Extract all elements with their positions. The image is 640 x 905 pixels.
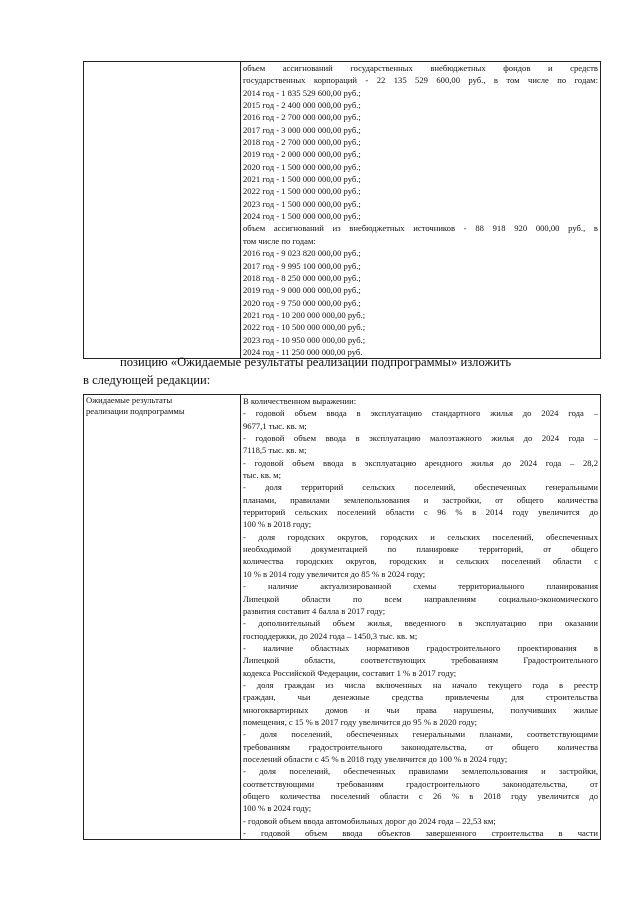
text-line: Липецкой области, соответствующих требованиям Градостроительного	[243, 655, 598, 666]
text-line: - доля граждан из числа включенных на начало текущего года в реестр	[243, 679, 598, 690]
text-line: 2021 год - 10 200 000 000,00 руб.;	[243, 309, 366, 320]
funding-lines	[243, 62, 598, 358]
text-line: количества городских округов, городских и сельских поселений области с	[243, 556, 598, 567]
text-line: 2019 год - 9 000 000 000,00 руб.;	[243, 285, 361, 296]
text-line: требованиям градостроительного законодательства, от общего количества	[243, 741, 598, 752]
instruction-line-2: в следующей редакции:	[83, 373, 211, 387]
table-row	[84, 395, 601, 840]
funding-cell	[241, 62, 601, 359]
text-line: - годовой объем ввода автомобильных дорог до 2024 года – 22,53 км;	[243, 815, 496, 826]
text-line: объем ассигнований из внебюджетных источников - 88 918 920 000,00 руб., в	[243, 223, 598, 234]
text-line: общего количества поселений области с 26 % в 2018 году увеличится до	[243, 791, 598, 801]
text-line: граждан, чьи денежные средства привлечены для строительства	[243, 692, 598, 703]
funding-table	[83, 61, 601, 359]
text-line: кодекса Российской Федерации, составит 1 % в 2017 году;	[243, 667, 457, 678]
results-lines	[243, 395, 598, 839]
text-line: том числе по годам:	[243, 235, 316, 246]
text-line: планами, правилами землепользования и застройки, от общего количества	[243, 494, 598, 505]
text-line: 10 % в 2014 году увеличится до 85 % в 2024 году;	[243, 568, 426, 579]
text-line: территорий сельских поселений области с 96 % в 2014 году увеличится до	[243, 507, 598, 518]
text-line: - годовой объем ввода в эксплуатацию малоэтажного жилья до 2024 года –	[243, 433, 598, 444]
text-line: 7118,5 тыс. кв. м;	[243, 445, 307, 456]
text-line: господдержки, до 2024 года – 1450,3 тыс. кв. м;	[243, 630, 418, 641]
text-line: - доля поселений, обеспеченных генеральными планами, соответствующими	[243, 729, 598, 740]
text-line: - доля поселений, обеспеченных правилами землепользования и застройки,	[243, 766, 598, 777]
text-line: 2020 год - 9 750 000 000,00 руб.;	[243, 297, 361, 308]
results-cell	[241, 395, 601, 840]
text-line: 2016 год - 2 700 000 000,00 руб.;	[243, 112, 361, 123]
text-line: 100 % в 2024 году;	[243, 803, 312, 814]
text-line: многоквартирных домов и чьи права нарушены, получивших жилые	[243, 704, 598, 715]
text-line: 2023 год - 1 500 000 000,00 руб.;	[243, 198, 361, 209]
text-line: 2022 год - 10 500 000 000,00 руб.;	[243, 322, 366, 333]
expected-results-table	[83, 394, 601, 840]
text-line: 2017 год - 3 000 000 000,00 руб.;	[243, 124, 361, 135]
text-line: 2020 год - 1 500 000 000,00 руб.;	[243, 161, 361, 172]
label-line: Ожидаемые результаты	[86, 395, 173, 405]
text-line: 2014 год - 1 835 529 600,00 руб.;	[243, 87, 361, 98]
text-line: 2018 год - 8 250 000 000,00 руб.;	[243, 272, 361, 283]
text-line: 2016 год - 9 023 820 000,00 руб.;	[243, 248, 361, 259]
label-cell	[84, 395, 241, 840]
text-line: 9677,1 тыс. кв. м;	[243, 420, 307, 431]
text-line: государственных корпораций - 22 135 529 600,00 руб., в том числе по годам:	[243, 75, 598, 86]
text-line: соответствующими требованиям градостроительного законодательства, от	[243, 778, 598, 789]
text-line: - годовой объем ввода в эксплуатацию арендного жилья до 2024 года – 28,2	[243, 457, 598, 468]
text-line: развития составит 4 балла в 2017 году;	[243, 605, 386, 616]
text-line: 2023 год - 10 950 000 000,00 руб.;	[243, 334, 366, 345]
text-line: 2019 год - 2 000 000 000,00 руб.;	[243, 149, 361, 160]
text-line: необходимой документацией по планировке территорий, от общего	[243, 544, 598, 555]
text-line: В количественном выражении:	[243, 396, 357, 406]
text-line: - годовой объем ввода в эксплуатацию стандартного жилья до 2024 года –	[243, 408, 598, 419]
text-line: 2021 год - 1 500 000 000,00 руб.;	[243, 174, 361, 185]
text-line: помещения, с 15 % в 2017 году увеличится до 95 % в 2020 году;	[243, 716, 478, 727]
text-line: 2024 год - 11 250 000 000,00 руб.	[243, 346, 363, 357]
text-line: объем ассигнований государственных внебюджетных фондов и средств	[243, 63, 598, 73]
text-line: 2018 год - 2 700 000 000,00 руб.;	[243, 137, 361, 148]
text-line: 2015 год - 2 400 000 000,00 руб.;	[243, 100, 361, 111]
text-line: 2022 год - 1 500 000 000,00 руб.;	[243, 186, 361, 197]
text-line: 100 % в 2018 году;	[243, 519, 312, 530]
text-line: - дополнительный объем жилья, введенного в эксплуатацию при оказании	[243, 618, 598, 629]
text-line: - доля городских округов, городских и сельских поселений, обеспеченных	[243, 531, 598, 542]
text-line: 2024 год - 1 500 000 000,00 руб.;	[243, 211, 361, 222]
text-line: 2017 год - 9 995 100 000,00 руб.;	[243, 260, 361, 271]
instruction-line-1: позицию «Ожидаемые результаты реализации подпрограммы» изложить	[120, 355, 512, 369]
text-line: Липецкой области по всем направлениям социально-экономического	[243, 593, 598, 604]
text-line: - годовой объем ввода объектов завершенного строительства в части	[243, 828, 598, 839]
text-line: - наличие областных нормативов градостроительного проектирования в	[243, 642, 598, 653]
text-line: - наличие актуализированной схемы территориального планирования	[243, 581, 598, 592]
text-line: поселений области с 45 % в 2018 году увеличится до 100 % в 2024 году;	[243, 753, 508, 764]
label-line: реализации подпрограммы	[86, 405, 185, 416]
table-row	[84, 62, 601, 359]
text-line: - доля территорий сельских поселений, обеспеченных генеральными	[243, 482, 598, 493]
text-line: тыс. кв. м;	[243, 470, 281, 481]
empty-label-cell	[84, 62, 241, 359]
